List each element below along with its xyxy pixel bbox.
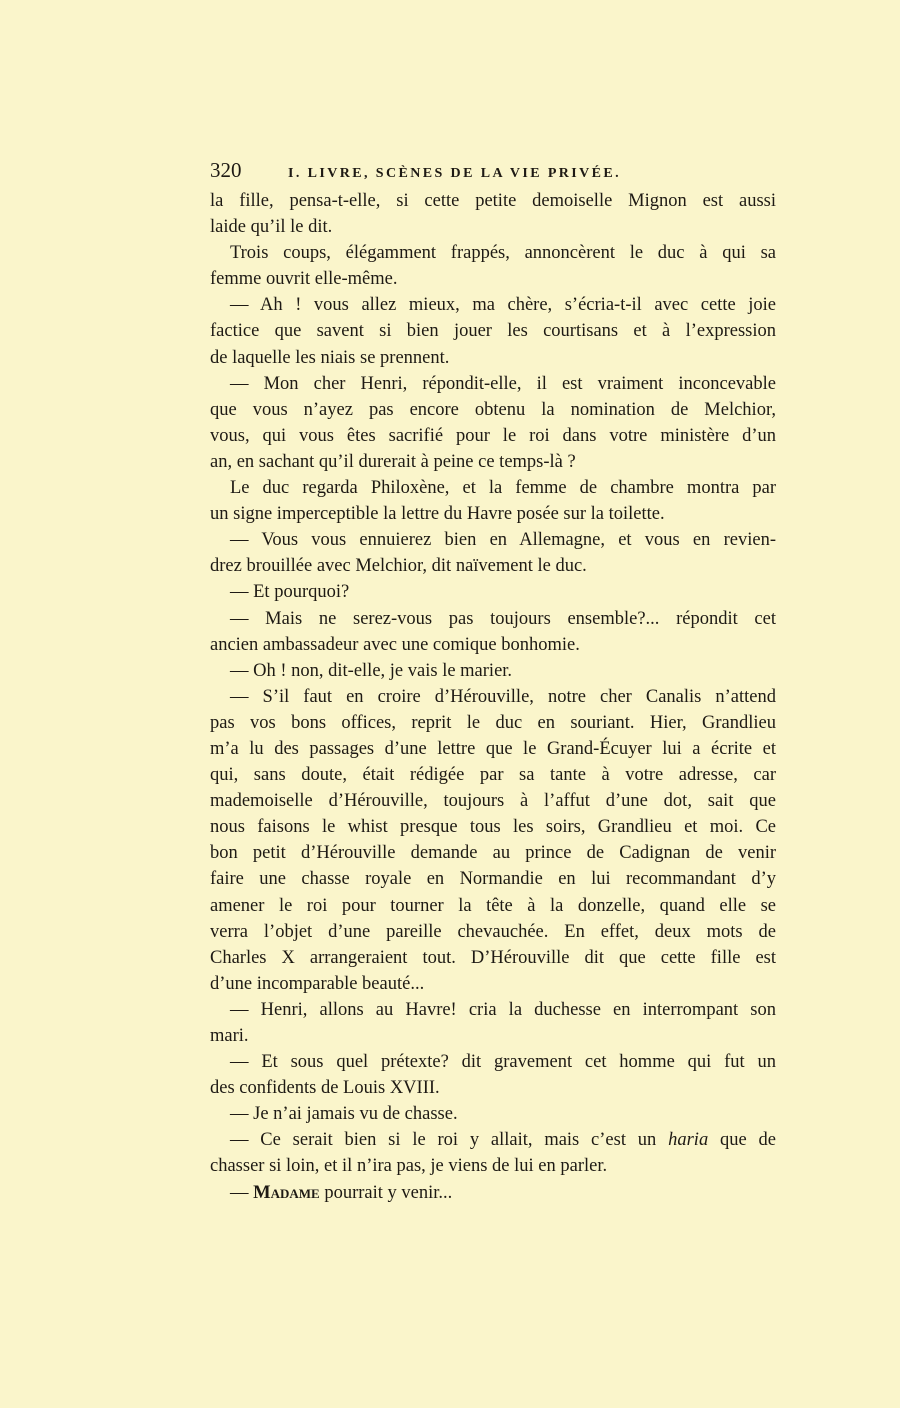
text-line: — Et pourquoi?: [230, 582, 350, 603]
text-line: — Je n’ai jamais vu de chasse.: [230, 1104, 458, 1125]
body-text: [210, 188, 776, 1206]
text-line: de laquelle les niais se prennent.: [210, 347, 450, 368]
text-line: laide qu’il le dit.: [210, 217, 333, 238]
text-line: an, en sachant qu’il durerait à peine ce temps-là ?: [210, 451, 576, 472]
text-line: mari.: [210, 1026, 249, 1046]
text-line: que vous n’ayez pas encore obtenu la nomination de Melchior,: [210, 399, 776, 420]
text-line: nous faisons le whist presque tous les soirs, Grandlieu et moi. Ce: [210, 817, 776, 838]
text-line: — Mon cher Henri, répondit-elle, il est vraiment inconcevable: [230, 373, 776, 394]
text-line: la fille, pensa-t-elle, si cette petite demoiselle Mignon est aussi: [210, 191, 776, 211]
text-line: verra l’objet d’une pareille chevauchée. En effet, deux mots de: [210, 921, 776, 942]
text-line: qui, sans doute, était rédigée par sa tante à votre adresse, car: [210, 765, 776, 786]
text-segment: que de: [708, 1130, 776, 1151]
text-line: factice que savent si bien jouer les courtisans et à l’expression: [210, 321, 776, 342]
text-line: des confidents de Louis XVIII.: [210, 1078, 440, 1099]
text-line: faire une chasse royale en Normandie en lui recommandant d’y: [210, 869, 776, 890]
text-segment: —: [230, 1182, 254, 1203]
text-line: Le duc regarda Philoxène, et la femme de chambre montra par: [230, 478, 776, 499]
text-line: Charles X arrangeraient tout. D’Hérouville dit que cette fille est: [210, 947, 776, 968]
page-number: 320: [210, 158, 242, 182]
text-line: vous, qui vous êtes sacrifié pour le roi dans votre ministère d’un: [210, 425, 776, 446]
text-line: drez brouillée avec Melchior, dit naïvement le duc.: [210, 556, 587, 577]
text-line: un signe imperceptible la lettre du Havre posée sur la toilette.: [210, 504, 665, 525]
text-line: — Mais ne serez-vous pas toujours ensemble?... répondit cet: [230, 608, 776, 629]
small-caps-word: Madame: [253, 1182, 320, 1203]
text-line: — Ah ! vous allez mieux, ma chère, s’écria-t-il avec cette joie: [230, 295, 776, 316]
italic-word: haria: [668, 1130, 709, 1151]
text-line: mademoiselle d’Hérouville, toujours à l’affut d’une dot, sait que: [210, 791, 776, 812]
text-line: — Oh ! non, dit-elle, je vais le marier.: [230, 660, 513, 681]
text-line: m’a lu des passages d’une lettre que le Grand-Écuyer lui a écrite et: [210, 738, 776, 759]
text-line: d’une incomparable beauté...: [210, 973, 425, 994]
text-line: pas vos bons offices, reprit le duc en souriant. Hier, Grandlieu: [210, 712, 776, 733]
text-line: ancien ambassadeur avec une comique bonhomie.: [210, 634, 580, 655]
text-line: — S’il faut en croire d’Hérouville, notre cher Canalis n’attend: [230, 686, 776, 707]
text-segment: — Ce serait bien si le roi y allait, mais c’est un: [230, 1130, 669, 1151]
text-segment: pourrait y venir...: [319, 1182, 453, 1203]
text-line: — Vous vous ennuierez bien en Allemagne, et vous en revien-: [230, 530, 776, 551]
text-line: amener le roi pour tourner la tête à la donzelle, quand elle se: [210, 895, 776, 916]
text-line: — Henri, allons au Havre! cria la duchesse en interrompant son: [230, 999, 776, 1020]
text-line: chasser si loin, et il n’ira pas, je viens de lui en parler.: [210, 1156, 608, 1177]
running-header: [210, 158, 776, 188]
text-line: bon petit d’Hérouville demande au prince de Cadignan de venir: [210, 843, 776, 864]
text-line: femme ouvrit elle-même.: [210, 269, 398, 290]
text-line: Trois coups, élégamment frappés, annoncèrent le duc à qui sa: [230, 243, 776, 264]
running-title: I. LIVRE, SCÈNES DE LA VIE PRIVÉE.: [288, 166, 622, 181]
text-line: [210, 1127, 776, 1153]
text-line: [210, 1180, 776, 1206]
text-line: — Et sous quel prétexte? dit gravement cet homme qui fut un: [230, 1052, 776, 1073]
book-page: [210, 158, 776, 1206]
